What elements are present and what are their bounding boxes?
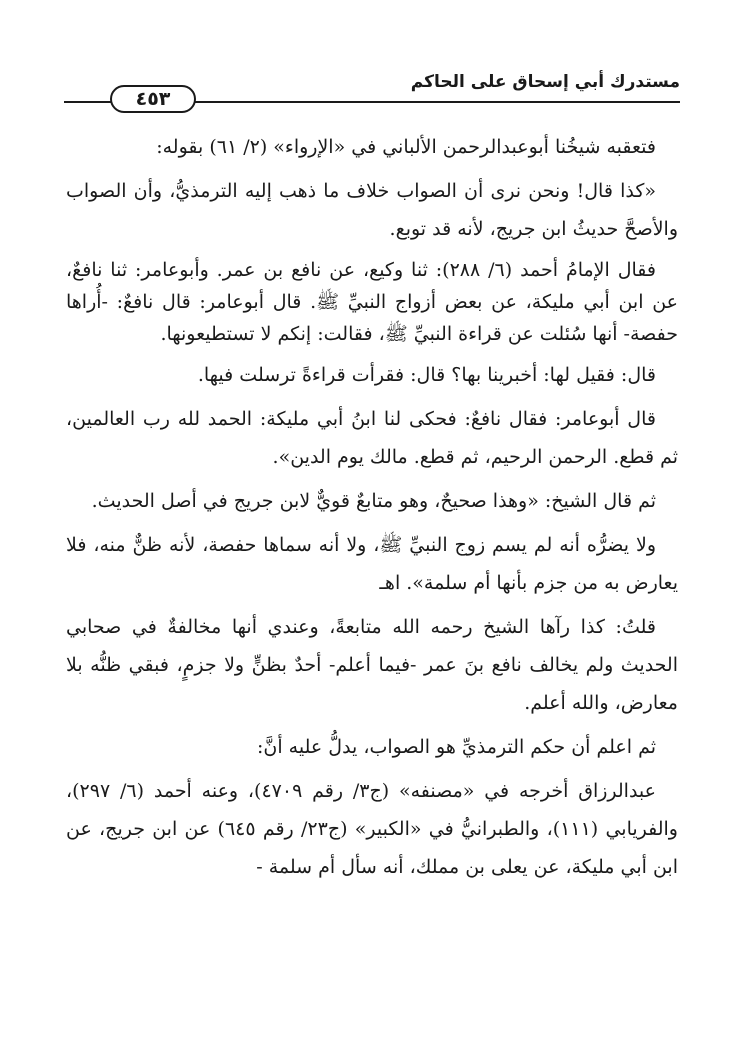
paragraph: «كذا قال! ونحن نرى أن الصواب خلاف ما ذهب إليه الترمذيُّ، وأن الصواب والأصحَّ حديثُ ابن جريج، لأنه قد توبع.	[66, 180, 678, 240]
paragraph: عبدالرزاق أخرجه في «مصنفه» (ج٣/ رقم ٤٧٠٩)، وعنه أحمد (٦/ ٢٩٧)، والفريابي (١١١)، والطبرانيُّ في «الكبير» (ج٢٣/ رقم ٦٤٥) عن ابن جريج، عن ابن أبي مليكة، عن يعلى بن مملك، أنه سأل أم سلمة -	[66, 780, 678, 878]
paragraph: ولا يضرُّه أنه لم يسم زوج النبيِّ ﷺ، ولا أنه سماها حفصة، لأنه ظنٌّ منه، فلا يعارض به من جزم بأنها أم سلمة». اهـ	[66, 534, 678, 594]
running-title: مستدرك أبي إسحاق على الحاكم	[410, 72, 680, 92]
paragraph: قلتُ: كذا رآها الشيخ رحمه الله متابعةً، وعندي أنها مخالفةٌ في صحابي الحديث ولم يخالف نافع بنَ عمر -فيما أعلم- أحدٌ بظنٍّ ولا جزمٍ، فبقي ظنُّه بلا معارض، والله أعلم.	[66, 616, 678, 714]
paragraph: ثم قال الشيخ: «وهذا صحيحٌ، وهو متابعٌ قويٌّ لابن جريج في أصل الحديث.	[91, 490, 656, 512]
paragraph: قال أبوعامر: فقال نافعٌ: فحكى لنا ابنُ أبي مليكة: الحمد لله رب العالمين، ثم قطع. الرحمن الرحيم، ثم قطع. مالك يوم الدين».	[66, 408, 678, 468]
paragraph: فتعقبه شيخُنا أبوعبدالرحمن الألباني في «الإرواء» (٢/ ٦١) بقوله:	[156, 136, 656, 158]
paragraph: قال: فقيل لها: أخبرينا بها؟ قال: فقرأت قراءةً ترسلت فيها.	[197, 364, 656, 386]
page-number: ٤٥٣	[110, 85, 196, 113]
page-header	[64, 68, 680, 114]
paragraph: ثم اعلم أن حكم الترمذيِّ هو الصواب، يدلُّ عليه أنَّ:	[257, 736, 656, 758]
body-text	[66, 128, 678, 892]
paragraph: فقال الإمامُ أحمد (٦/ ٢٨٨): ثنا وكيع، عن نافع بن عمر. وأبوعامر: ثنا نافعٌ، عن ابن أبي مليكة، عن بعض أزواج النبيِّ ﷺ. قال أبوعامر: قال نافعٌ: -أُراها حفصة- أنها سُئلت عن قراءة النبيِّ ﷺ، فقالت: إنكم لا تستطيعونها.	[66, 259, 678, 345]
